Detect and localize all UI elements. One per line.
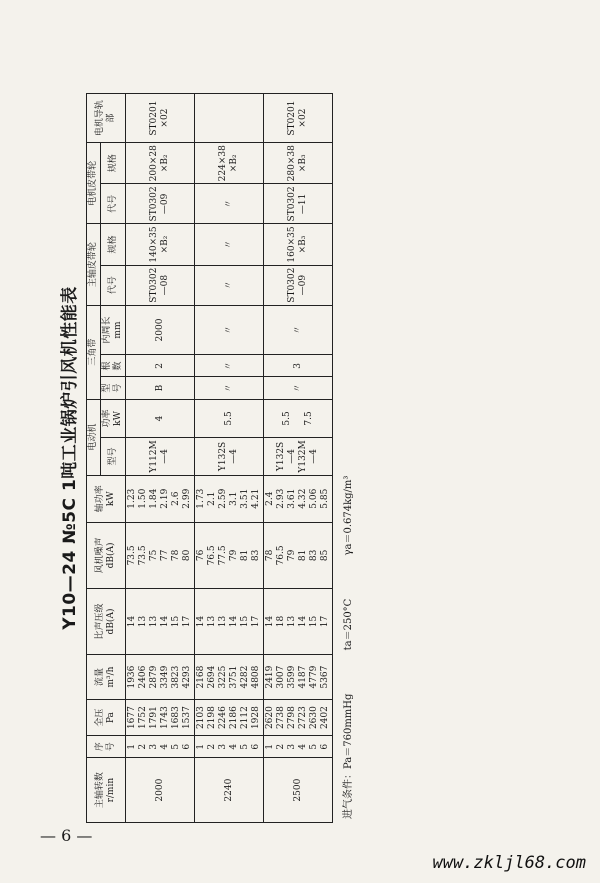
cell-belt-count: 3 (264, 355, 333, 377)
cell-seq: 1 2 3 4 5 6 (195, 736, 264, 758)
cell-rail: ST0201 ×02 (126, 94, 195, 143)
header-belt-len: 内周长 mm (101, 305, 126, 355)
cell-motor-power: 5.5 (195, 399, 264, 438)
cell-mp-spec: 280×38 ×B₃ (264, 143, 333, 184)
header-seq: 序号 (87, 736, 126, 758)
cell-sound: 14 13 13 14 15 17 (126, 588, 195, 654)
header-mp-code: 代号 (101, 184, 126, 224)
cell-pressure: 2620 2738 2798 2723 2630 2402 (264, 700, 333, 736)
table-row (126, 94, 195, 823)
header-motor-type: 型号 (101, 438, 126, 475)
cell-belt-count: 2 (126, 355, 195, 377)
header-spindle-pulley: 主轴皮带轮 (87, 224, 101, 305)
footer-pressure: 进气条件：Pa＝760mmHg (343, 693, 354, 819)
footer-conditions (339, 93, 354, 823)
document-body (55, 93, 354, 823)
header-sound: 比声压级 dB(A) (87, 588, 126, 654)
cell-belt-type: B (126, 377, 195, 399)
cell-flow: 2168 2694 3225 3751 4282 4808 (195, 655, 264, 700)
header-speed: 主轴转数 r/min (87, 758, 126, 823)
header-sp-spec: 规格 (101, 224, 126, 265)
header-rail: 电机导轨部 (87, 94, 126, 143)
cell-power: 1.73 2.1 2.59 3.1 3.51 4.21 (195, 475, 264, 522)
header-pressure: 全压 Pa (87, 700, 126, 736)
cell-speed: 2240 (195, 758, 264, 823)
header-motor-power: 功率 kW (101, 399, 126, 438)
cell-belt-len: 〃 (264, 305, 333, 355)
footer-density: γa＝0.674kg/m³ (343, 475, 354, 556)
cell-rail: ST0201 ×02 (264, 94, 333, 143)
cell-mp-spec: 200×28 ×B₂ (126, 143, 195, 184)
header-sp-code: 代号 (101, 265, 126, 305)
cell-belt-len: 〃 (195, 305, 264, 355)
cell-motor-power: 5.5 7.5 (264, 399, 333, 438)
cell-sp-code: 〃 (195, 265, 264, 305)
cell-motor-type: Y132S —4 (195, 438, 264, 475)
header-power: 轴功率 kW (87, 475, 126, 522)
table-row (195, 94, 264, 823)
cell-sp-spec: 〃 (195, 224, 264, 265)
cell-seq: 1 2 3 4 5 6 (126, 736, 195, 758)
site-watermark: www.zkljl68.com (432, 853, 586, 873)
page-title: Y10—24 №5C 1吨工业锅炉引风机性能表 (60, 286, 80, 630)
page-number: — 6 — (40, 826, 93, 845)
cell-pressure: 2103 2198 2246 2186 2112 1928 (195, 700, 264, 736)
cell-mp-spec: 224×38 ×B₂ (195, 143, 264, 184)
cell-seq: 1 2 3 4 5 6 (264, 736, 333, 758)
header-belt-type: 型号 (101, 377, 126, 399)
cell-mp-code: 〃 (195, 184, 264, 224)
cell-sound: 14 18 13 14 15 17 (264, 588, 333, 654)
header-belt-count: 根数 (101, 355, 126, 377)
cell-sp-spec: 140×35 ×B₂ (126, 224, 195, 265)
cell-speed: 2000 (126, 758, 195, 823)
cell-sp-spec: 160×35 ×B₃ (264, 224, 333, 265)
cell-noise: 78 76.5 79 81 83 85 (264, 522, 333, 588)
header-motor: 电动机 (87, 399, 101, 475)
cell-noise: 76 76.5 77.5 79 81 83 (195, 522, 264, 588)
cell-pressure: 1677 1752 1791 1743 1683 1537 (126, 700, 195, 736)
header-mp-spec: 规格 (101, 143, 126, 184)
cell-noise: 73.5 73.5 75 77 78 80 (126, 522, 195, 588)
cell-motor-type: Y112M —4 (126, 438, 195, 475)
cell-speed: 2500 (264, 758, 333, 823)
header-noise: 风机噪声 dB(A) (87, 522, 126, 588)
footer-temp: ta＝250°C (343, 598, 354, 651)
cell-rail (195, 94, 264, 143)
header-flow: 流量 m³/h (87, 655, 126, 700)
table-row (264, 94, 333, 823)
cell-sound: 14 13 13 14 15 17 (195, 588, 264, 654)
cell-mp-code: ST0302 —11 (264, 184, 333, 224)
cell-sp-code: ST0302 —09 (264, 265, 333, 305)
cell-belt-type: 〃 (195, 377, 264, 399)
performance-table (86, 93, 333, 823)
cell-power: 1.23 1.50 1.84 2.19 2.6 2.99 (126, 475, 195, 522)
cell-motor-type: Y132S —4 Y132M —4 (264, 438, 333, 475)
header-motor-pulley: 电机皮带轮 (87, 143, 101, 224)
cell-sp-code: ST0302 —08 (126, 265, 195, 305)
cell-flow: 2419 3007 3599 4187 4779 5367 (264, 655, 333, 700)
header-belt: 三角带 (87, 305, 101, 399)
cell-mp-code: ST0302 —09 (126, 184, 195, 224)
cell-belt-count: 〃 (195, 355, 264, 377)
cell-power: 2.4 2.93 3.61 4.32 5.06 5.85 (264, 475, 333, 522)
cell-motor-power: 4 (126, 399, 195, 438)
cell-belt-len: 2000 (126, 305, 195, 355)
cell-belt-type: 〃 (264, 377, 333, 399)
cell-flow: 1936 2406 2879 3349 3823 4293 (126, 655, 195, 700)
